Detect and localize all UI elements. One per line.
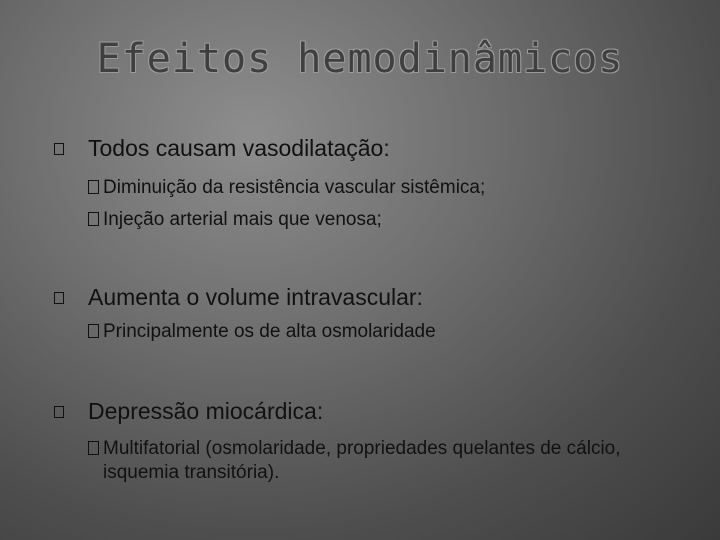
bullet-text: Depressão miocárdica:	[88, 398, 324, 424]
sub-bullet-item	[88, 437, 663, 485]
sub-bullet-box-icon	[88, 324, 99, 338]
bullet-box-icon	[54, 292, 64, 304]
sub-bullet-text: Injeção arterial mais que venosa;	[103, 209, 382, 230]
sub-bullet-box-icon	[88, 212, 99, 226]
sub-bullet-text: Multifatorial (osmolaridade, propriedades quelantes de cálcio, isquemia transitória).	[103, 438, 621, 483]
bullet-item	[54, 135, 390, 162]
slide-title: Efeitos hemodinâmicos	[96, 36, 624, 82]
bullet-box-icon	[54, 406, 64, 418]
sub-bullet-box-icon	[88, 180, 99, 194]
sub-bullet-item	[88, 320, 436, 344]
sub-bullet-text: Principalmente os de alta osmolaridade	[103, 321, 436, 342]
sub-bullet-box-icon	[88, 441, 99, 455]
bullet-item	[54, 398, 323, 425]
bullet-box-icon	[54, 143, 64, 155]
sub-bullet-item	[88, 208, 382, 232]
bullet-text: Todos causam vasodilatação:	[88, 135, 390, 161]
bullet-text: Aumenta o volume intravascular:	[88, 284, 423, 310]
sub-bullet-item	[88, 176, 485, 200]
bullet-item	[54, 284, 423, 311]
sub-bullet-text: Diminuição da resistência vascular sistêmica;	[103, 177, 486, 198]
